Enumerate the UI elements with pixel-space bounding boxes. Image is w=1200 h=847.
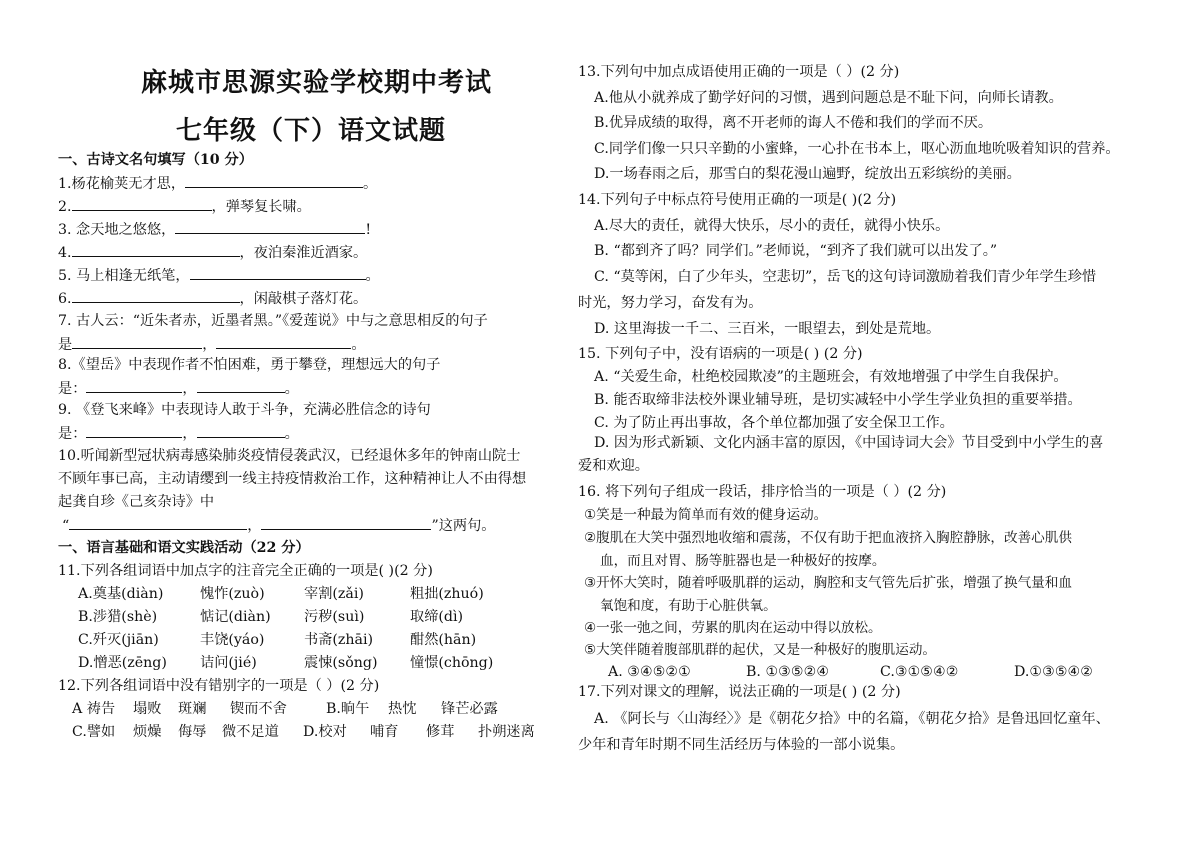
q8-answer: 是： ， 。	[58, 378, 299, 399]
q14-option-a: A.尽大的责任，就得大快乐，尽小的责任，就得小快乐。	[594, 218, 950, 234]
q16-option[interactable]: D.①③⑤④②	[1014, 664, 1093, 680]
answer-blank[interactable]	[72, 196, 212, 211]
q11-option-row: D.憎恶(zēng) 诘问(jié) 震悚(sǒng) 憧憬(chōng)	[78, 655, 494, 671]
q15-stem: 15. 下列句子中，没有语病的一项是( ) (2 分)	[578, 346, 863, 362]
answer-blank[interactable]	[197, 423, 285, 438]
q12-option-row: C.譬如 烦燥 侮辱 微不足道 D.校对 哺育 修茸 扑朔迷离	[72, 724, 535, 740]
q9-stem: 9. 《登飞来峰》中表现诗人敢于斗争，充满必胜信念的诗句	[58, 402, 431, 418]
q15-option-c: C. 为了防止再出事故，各个单位都加强了安全保卫工作。	[594, 415, 954, 431]
q16-sentence-3: ③开怀大笑时，随着呼吸肌群的运动，胸腔和支气管先后扩张，增强了换气量和血	[584, 575, 1072, 591]
q14-stem: 14.下列句子中标点符号使用正确的一项是( )(2 分)	[578, 192, 897, 208]
answer-blank[interactable]	[86, 378, 182, 393]
q16-stem: 16. 将下列句子组成一段话，排序恰当的一项是（ ）(2 分)	[578, 484, 947, 500]
q17-option-a: A. 《阿长与〈山海经〉》是《朝花夕拾》中的名篇，《朝花夕拾》是鲁迅回忆童年、	[594, 711, 1110, 727]
q13-stem: 13.下列句中加点成语使用正确的一项是（ ）(2 分)	[578, 64, 900, 80]
q13-option-a: A.他从小就养成了勤学好问的习惯，遇到问题总是不耻下问，向师长请教。	[594, 90, 1063, 106]
q13-option-d: D.一场春雨之后，那雪白的梨花漫山遍野，绽放出五彩缤纷的美丽。	[594, 166, 1021, 182]
q14-option-c: C. “莫等闲，白了少年头，空悲切”，岳飞的这句诗词激励着我们青少年学生珍惜	[594, 269, 1097, 285]
q11-option-row: B.涉猎(shè) 惦记(diàn) 污秽(suì) 取缔(dì)	[78, 609, 464, 625]
q11-stem: 11.下列各组词语中加点字的注音完全正确的一项是( )(2 分)	[58, 563, 433, 579]
q16-sentence-2: ②腹肌在大笑中强烈地收缩和震荡，不仅有助于把血液挤入胸腔静脉，改善心肌供	[584, 530, 1072, 546]
q10-answer: “ ， ”这两句。	[58, 515, 495, 536]
q7-answer: 是 ， 。	[58, 334, 366, 355]
q12-stem: 12.下列各组词语中没有错别字的一项是（ ）(2 分)	[58, 678, 380, 694]
q7-stem: 7. 古人云：“近朱者赤，近墨者黑。”《爱莲说》中与之意思相反的句子	[58, 313, 488, 329]
answer-blank[interactable]	[261, 515, 431, 530]
q8-stem: 8.《望岳》中表现作者不怕困难，勇于攀登，理想远大的句子	[58, 357, 441, 373]
q14-option-c-cont: 时光，努力学习，奋发有为。	[578, 295, 763, 311]
q16-option[interactable]: C.③①⑤④②	[880, 664, 959, 680]
answer-blank[interactable]	[190, 265, 366, 280]
q10-line3: 起龚自珍《己亥杂诗》中	[58, 494, 215, 510]
answer-blank[interactable]	[197, 378, 285, 393]
answer-blank[interactable]	[72, 334, 202, 349]
q15-option-d: D. 因为形式新颖、文化内涵丰富的原因，《中国诗词大会》节目受到中小学生的喜	[594, 435, 1104, 451]
q2: 2. ，弹琴复长啸。	[58, 196, 311, 217]
answer-blank[interactable]	[86, 423, 182, 438]
q16-options	[578, 662, 1118, 682]
q16-option[interactable]: B. ①③⑤②④	[746, 664, 830, 680]
q17-stem: 17.下列对课文的理解，说法正确的一项是( ) (2 分)	[578, 684, 901, 700]
q12-option-row: A 祷告 塌败 斑斓 锲而不舍 B.晌午 热忱 锋芒必露	[72, 701, 498, 717]
q14-option-b: B. “都到齐了吗？同学们。”老师说，“到齐了我们就可以出发了。”	[594, 243, 998, 259]
answer-blank[interactable]	[72, 288, 240, 303]
exam-subtitle: 七年级（下）语文试题	[176, 116, 447, 146]
q15-option-a: A. “关爱生命，杜绝校园欺凌”的主题班会，有效地增强了中学生自我保护。	[594, 369, 1068, 385]
q16-sentence-1: ①笑是一种最为简单而有效的健身运动。	[584, 507, 828, 523]
q11-option-row: C.歼灭(jiān) 丰饶(yáo) 书斋(zhāi) 酣然(hān)	[78, 632, 477, 648]
q9-answer: 是： ， 。	[58, 423, 299, 444]
q3: 3. 念天地之悠悠， !	[58, 219, 371, 240]
answer-blank[interactable]	[216, 334, 351, 349]
q1: 1.杨花榆荚无才思， 。	[58, 173, 377, 194]
q6: 6. ，闲敲棋子落灯花。	[58, 288, 367, 309]
q13-option-b: B.优异成绩的取得，离不开老师的诲人不倦和我们的学而不厌。	[594, 115, 993, 131]
answer-blank[interactable]	[175, 219, 365, 234]
answer-blank[interactable]	[69, 515, 247, 530]
q4: 4. ，夜泊秦淮近酒家。	[58, 242, 367, 263]
q11-option-row: A.奠基(diàn) 愧怍(zuò) 宰割(zǎi) 粗拙(zhuó)	[78, 586, 484, 602]
q16-option[interactable]: A. ③④⑤②①	[608, 664, 691, 680]
q16-sentence-5: ⑤大笑伴随着腹部肌群的起伏，又是一种极好的腹肌运动。	[584, 642, 937, 658]
q17-option-a-cont: 少年和青年时期不同生活经历与体验的一部小说集。	[578, 737, 905, 753]
q10-line2: 不顾年事已高，主动请缨到一线主持疫情救治工作，这种精神让人不由得想	[58, 471, 527, 487]
q14-option-d: D. 这里海拔一千二、三百米，一眼望去，到处是荒地。	[594, 321, 941, 337]
q15-option-b: B. 能否取缔非法校外课业辅导班，是切实减轻中小学生学业负担的重要举措。	[594, 392, 1082, 408]
answer-blank[interactable]	[72, 242, 240, 257]
q16-sentence-2-cont: 血，而且对胃、肠等脏器也是一种极好的按摩。	[600, 553, 886, 569]
q13-option-c: C.同学们像一只只辛勤的小蜜蜂，一心扑在书本上，呕心沥血地吮吸着知识的营养。	[594, 141, 1120, 157]
q5: 5. 马上相逢无纸笔， 。	[58, 265, 380, 286]
q10-line1: 10.听闻新型冠状病毒感染肺炎疫情侵袭武汉，已经退休多年的钟南山院士	[58, 448, 521, 464]
q15-option-d-cont: 爱和欢迎。	[578, 458, 649, 474]
q16-sentence-3-cont: 氧饱和度，有助于心脏供氧。	[600, 598, 777, 614]
exam-title: 麻城市思源实验学校期中考试	[141, 68, 493, 98]
section2-heading: 一、语言基础和语文实践活动（22 分）	[58, 540, 310, 556]
section1-heading: 一、古诗文名句填写（10 分）	[58, 152, 253, 168]
answer-blank[interactable]	[185, 173, 363, 188]
q16-sentence-4: ④一张一弛之间，劳累的肌肉在运动中得以放松。	[584, 620, 882, 636]
